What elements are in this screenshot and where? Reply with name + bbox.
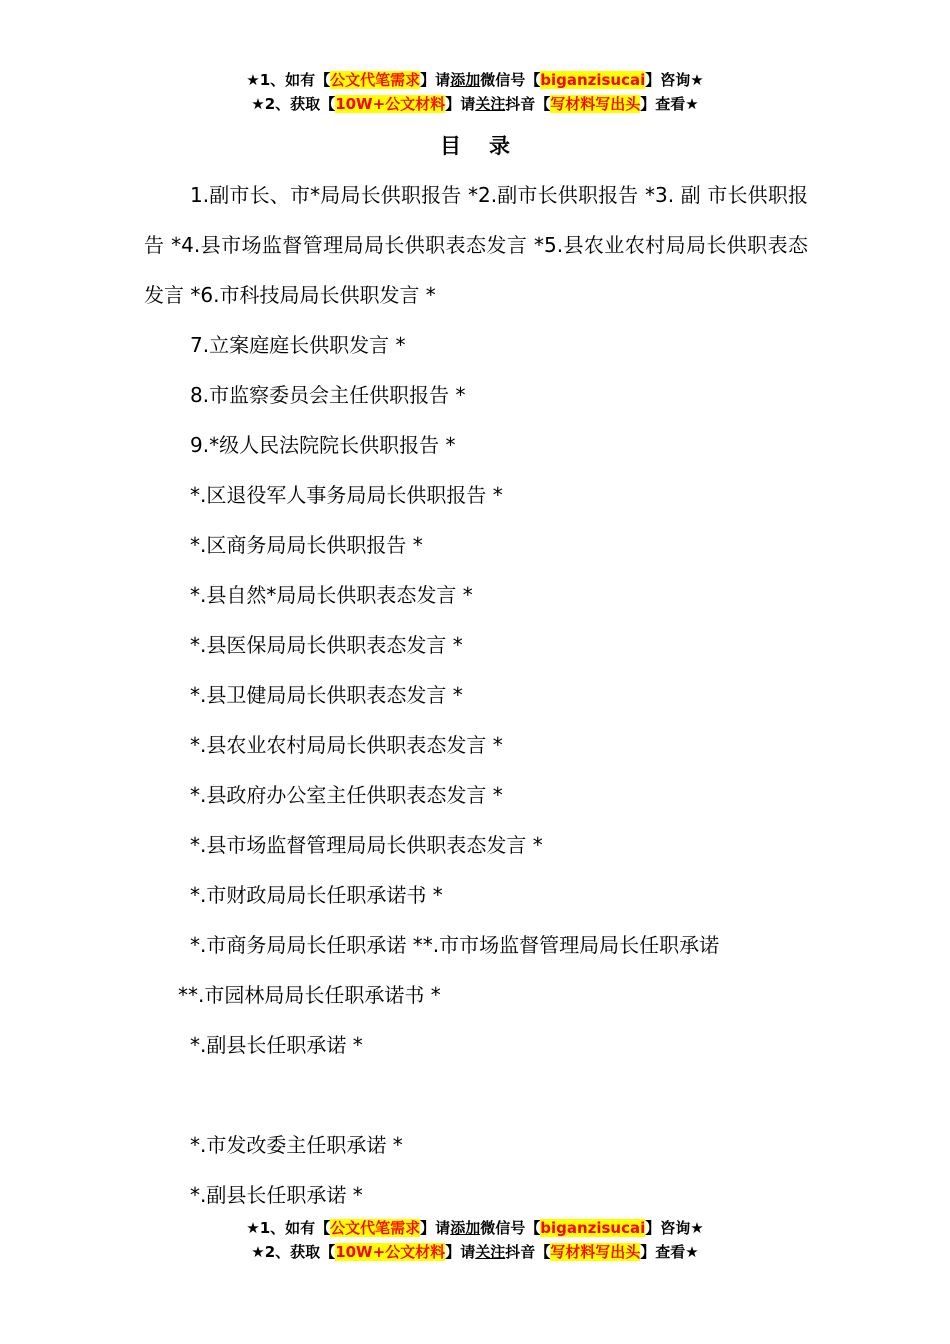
promo-underlined: 关注 xyxy=(475,95,506,113)
promo-line-2 xyxy=(0,92,950,116)
promo-underlined: 添加 xyxy=(450,71,481,89)
promo-text: 抖音【 xyxy=(505,95,551,113)
promo-line-1 xyxy=(0,68,950,92)
promo-text: 】咨询★ xyxy=(645,1219,704,1237)
toc-item[interactable]: 7.立案庭庭长供职发言 * xyxy=(190,333,406,357)
toc-item[interactable]: *.副县长任职承诺 * xyxy=(190,1183,363,1207)
table-of-contents xyxy=(144,170,808,1220)
promo-text: ★1、如有【 xyxy=(246,71,331,89)
promo-text: 】咨询★ xyxy=(645,71,704,89)
toc-item[interactable]: *.县卫健局局长供职表态发言 * xyxy=(190,683,463,707)
promo-underlined: 关注 xyxy=(475,1243,506,1261)
promo-text: 微信号【 xyxy=(480,71,541,89)
toc-item[interactable]: *.副县长任职承诺 * xyxy=(190,1033,363,1057)
toc-item[interactable]: *.县市场监督管理局局长供职表态发言 * xyxy=(190,833,543,857)
toc-item[interactable]: *.市商务局局长任职承诺 **.市市场监督管理局局长任职承诺 xyxy=(190,933,720,957)
promo-underlined: 添加 xyxy=(450,1219,481,1237)
toc-blank-line xyxy=(144,1070,808,1120)
toc-item[interactable]: 8.市监察委员会主任供职报告 * xyxy=(190,383,466,407)
toc-item[interactable]: *.区退役军人事务局局长供职报告 * xyxy=(190,483,503,507)
promo-wechat-id: biganzisucai xyxy=(540,1219,646,1237)
promo-text: 抖音【 xyxy=(505,1243,551,1261)
toc-item[interactable]: **.市园林局局长任职承诺书 * xyxy=(178,983,441,1007)
promo-text: ★2、获取【 xyxy=(251,1243,336,1261)
promo-text: ★2、获取【 xyxy=(251,95,336,113)
promo-text: 】请 xyxy=(420,1219,451,1237)
promo-douyin-id: 写材料写出头 xyxy=(550,1243,641,1261)
promo-text: 】查看★ xyxy=(640,95,699,113)
promo-text: 】请 xyxy=(445,1243,476,1261)
promo-line-1 xyxy=(0,1216,950,1240)
toc-item[interactable]: *.区商务局局长供职报告 * xyxy=(190,533,423,557)
promo-wechat-id: biganzisucai xyxy=(540,71,646,89)
promo-banner-top xyxy=(0,68,950,116)
promo-text: 微信号【 xyxy=(480,1219,541,1237)
promo-line-2 xyxy=(0,1240,950,1264)
promo-banner-bottom xyxy=(0,1216,950,1264)
promo-highlight: 10W+公文材料 xyxy=(335,1243,446,1261)
promo-text: ★1、如有【 xyxy=(246,1219,331,1237)
toc-item[interactable]: *.市发改委主任职承诺 * xyxy=(190,1133,403,1157)
promo-text: 】请 xyxy=(445,95,476,113)
toc-intro-paragraph: 1.副市长、市*局局长供职报告 *2.副市长供职报告 *3. 副 市长供职报告 *4.县市场监督管理局局长供职表态发言 *5.县农业农村局局长供职表态发言 *6.市科技局局长供职发言 * xyxy=(144,183,808,307)
promo-douyin-id: 写材料写出头 xyxy=(550,95,641,113)
page-title xyxy=(0,130,950,160)
promo-highlight: 公文代笔需求 xyxy=(330,1219,421,1237)
title-char: 录 xyxy=(489,134,510,158)
toc-item[interactable]: 9.*级人民法院院长供职报告 * xyxy=(190,433,456,457)
toc-item[interactable]: *.县自然*局局长供职表态发言 * xyxy=(190,583,473,607)
title-char: 目 xyxy=(440,134,461,158)
promo-highlight: 公文代笔需求 xyxy=(330,71,421,89)
toc-item[interactable]: *.县医保局局长供职表态发言 * xyxy=(190,633,463,657)
promo-highlight: 10W+公文材料 xyxy=(335,95,446,113)
toc-item[interactable]: *.县农业农村局局长供职表态发言 * xyxy=(190,733,503,757)
toc-item[interactable]: *.县政府办公室主任供职表态发言 * xyxy=(190,783,503,807)
promo-text: 】查看★ xyxy=(640,1243,699,1261)
toc-item[interactable]: *.市财政局局长任职承诺书 * xyxy=(190,883,443,907)
promo-text: 】请 xyxy=(420,71,451,89)
